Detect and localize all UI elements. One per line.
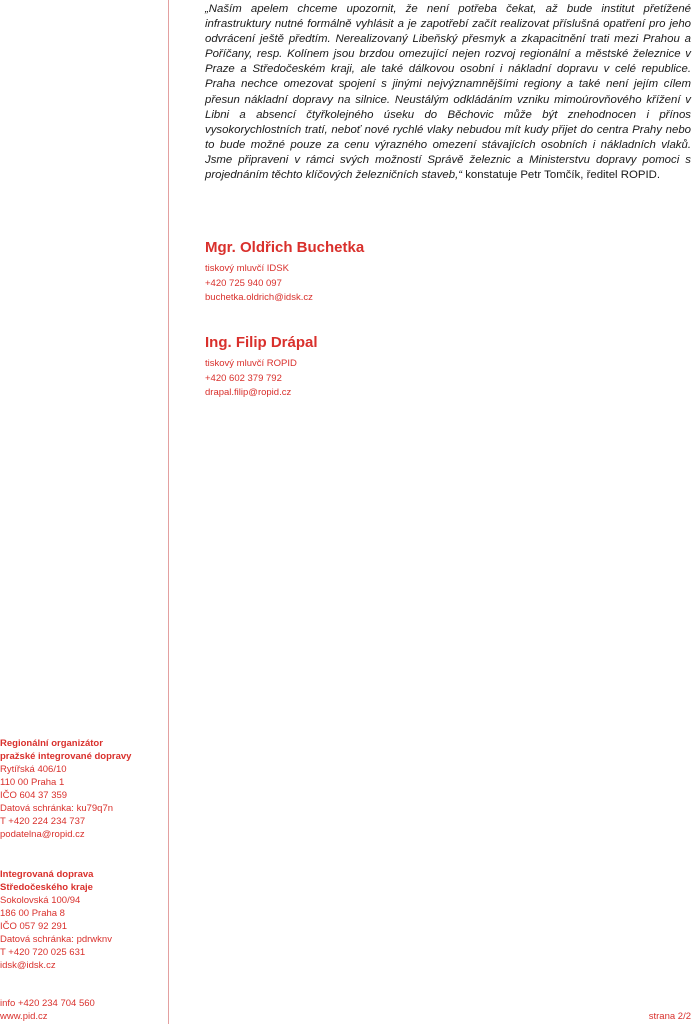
contact-role: tiskový mluvčí IDSK: [205, 263, 289, 274]
footer-website-link[interactable]: www.pid.cz: [0, 1011, 48, 1022]
org-ico: IČO 057 92 291: [0, 921, 68, 932]
org-address: Rytířská 406/10: [0, 764, 67, 775]
org-databox: Datová schránka: ku79q7n: [0, 803, 114, 814]
org-email[interactable]: podatelna@ropid.cz: [0, 829, 85, 840]
contact-drapal: [205, 334, 318, 401]
contact-phone: +420 725 940 097: [205, 277, 282, 289]
org-ico: IČO 604 37 359: [0, 790, 68, 801]
org-city: 110 00 Praha 1: [0, 777, 65, 788]
org-city: 186 00 Praha 8: [0, 908, 65, 919]
org-title: Středočeského kraje: [0, 882, 93, 893]
org-phone: T +420 224 234 737: [0, 816, 86, 827]
org-title: pražské integrované dopravy: [0, 751, 132, 762]
contact-phone: +420 602 379 792: [205, 372, 282, 384]
org-address: Sokolovská 100/94: [0, 895, 81, 906]
org-ropid: [0, 737, 165, 841]
contact-email[interactable]: drapal.filip@ropid.cz: [205, 387, 292, 398]
quote-text: „Naším apelem chceme upozornit, že není potřeba čekat, až bude institut přetížené infrastruktury nutné formálně vyhlásit a je zapotřebí začít realizovat příslušná opatření pro jeho odvrácení ještě předtím. Nerealizovaný Libeňský přesmyk a zkapacitnění trati mezi Prahou a Poříčany, resp. Kolínem jsou brzdou omezující nejen rozvoj regionální a městské železnice v Praze a Středočeském kraji, ale také dálkovou osobní i nákladní dopravu v celé republice. Praha nechce omezovat spojení s jinými nejvýznamnějšími regiony a také není jejím cílem přesun nákladní dopravy na silnice. Neustálým odkládáním vzniku mimoúrovňového křížení v Libni a absencí čtyřkolejného úseku do Běchovic může být znehodnocen i přínos vysokorychlostních tratí, neboť nové rychlé vlaky nebudou mít kudy přijet do centra Prahy nebo to bude možné pouze za cenu výrazného omezení stávajících osobních i nákladních vlaků. Jsme připraveni v rámci svých možností Správě železnic a Ministerstvu dopravy pomoci s projednáním těchto klíčových železničních staveb,“: [205, 3, 691, 182]
margin-rule: [168, 0, 169, 1024]
footer-info-phone: info +420 234 704 560: [0, 998, 95, 1009]
org-email[interactable]: idsk@idsk.cz: [0, 960, 56, 971]
org-title: Regionální organizátor: [0, 738, 103, 749]
quote-attribution: konstatuje Petr Tomčík, ředitel ROPID.: [462, 169, 660, 182]
contact-buchetka: [205, 239, 364, 306]
contact-name: Mgr. Oldřich Buchetka: [205, 239, 365, 256]
org-title: Integrovaná doprava: [0, 869, 94, 880]
org-phone: T +420 720 025 631: [0, 947, 86, 958]
contact-role: tiskový mluvčí ROPID: [205, 358, 297, 369]
contact-email[interactable]: buchetka.oldrich@idsk.cz: [205, 292, 313, 303]
contact-name: Ing. Filip Drápal: [205, 334, 318, 351]
footer: [0, 997, 95, 1023]
org-idsk: [0, 868, 165, 972]
quote-paragraph: [205, 2, 691, 183]
org-databox: Datová schránka: pdrwknv: [0, 934, 112, 945]
page-number: strana 2/2: [648, 1011, 691, 1022]
